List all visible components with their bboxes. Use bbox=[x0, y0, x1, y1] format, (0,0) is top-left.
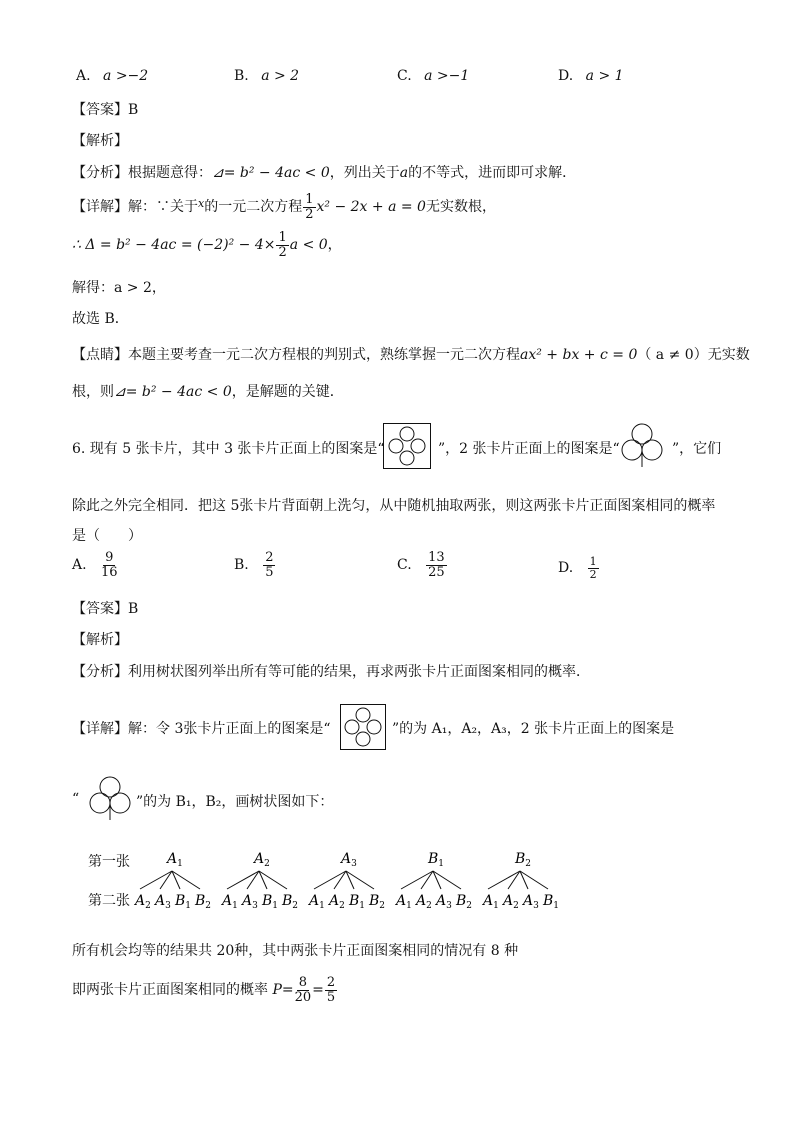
prob-var: P= bbox=[272, 982, 294, 998]
option-letter: C. bbox=[397, 557, 412, 574]
fenxi-text: 的不等式，进而即可求解． bbox=[408, 165, 577, 181]
option-fraction bbox=[426, 551, 447, 579]
xiangjie-tag: 【详解】 bbox=[72, 721, 128, 737]
fenxi-tag: 【分析】 bbox=[72, 664, 128, 680]
frac-den: 16 bbox=[101, 564, 118, 580]
q6-option-d bbox=[558, 556, 600, 580]
tree-leaf-a3: $A_3$ bbox=[436, 893, 452, 911]
option-math: a >−1 bbox=[424, 68, 470, 84]
frac-den: 2 bbox=[278, 244, 287, 260]
dianjing-math: ax² + bx + c = 0 bbox=[520, 347, 638, 363]
xiangjie-text: 解：∵关于 bbox=[128, 199, 198, 215]
dianjing-text: 本题主要考查一元二次方程根的判别式，熟练掌握一元二次方程 bbox=[128, 347, 520, 363]
trefoil-icon bbox=[88, 775, 132, 821]
answer-value: B bbox=[128, 601, 139, 617]
var-a: a bbox=[399, 165, 409, 181]
q5-option-b bbox=[234, 68, 299, 84]
q6-stem-part3: ”，它们 bbox=[672, 441, 722, 457]
tree-branch bbox=[334, 871, 346, 889]
tree-leaf-a2: $A_2$ bbox=[329, 893, 345, 911]
q6-option-c bbox=[397, 551, 448, 579]
frac-den: 20 bbox=[294, 989, 312, 1005]
fenxi-text: 根据题意得： bbox=[128, 165, 212, 181]
dianjing-paren: （ a ≠ 0） bbox=[637, 347, 708, 363]
frac-den: 5 bbox=[326, 989, 336, 1005]
tree-row2-label: 第二张 bbox=[88, 893, 130, 909]
q6-stem-part2: ”，2 张卡片正面上的图案是“ bbox=[438, 441, 620, 457]
calc-punct: ， bbox=[327, 237, 342, 254]
answer-value: B bbox=[128, 102, 139, 118]
option-letter: C. bbox=[397, 68, 412, 84]
tree-branch bbox=[488, 871, 520, 889]
option-math: a >−2 bbox=[103, 68, 149, 84]
tree-root-b2: $B_2$ bbox=[515, 851, 532, 869]
prob-text: 即两张卡片正面图案相同的概率 bbox=[72, 982, 268, 998]
frac-num: 2 bbox=[265, 550, 274, 565]
xiangjie-text: 无实数根， bbox=[425, 199, 496, 215]
frac-num: 1 bbox=[589, 555, 597, 568]
tree-branch bbox=[140, 871, 172, 889]
fraction-half bbox=[303, 193, 315, 221]
tree-leaf-b1: $B_1$ bbox=[175, 893, 192, 911]
tree-root-b1: $B_1$ bbox=[428, 851, 445, 869]
dianjing-text: 根，则 bbox=[72, 384, 114, 400]
q6-result-line: 所有机会均等的结果共 20种，其中两张卡片正面图案相同的情况有 8 种 bbox=[72, 943, 519, 959]
option-fraction bbox=[263, 551, 275, 579]
answer-tag: 【答案】 bbox=[72, 102, 128, 118]
tree-leaf-b1: $B_1$ bbox=[262, 893, 279, 911]
frac-num: 1 bbox=[278, 230, 287, 245]
card-b-pattern-inline bbox=[88, 775, 132, 821]
frac-num: 8 bbox=[298, 974, 308, 990]
frac-den: 2 bbox=[589, 567, 597, 581]
card-a-pattern-inline bbox=[340, 704, 386, 750]
q5-analysis-tag: 【解析】 bbox=[72, 133, 128, 149]
fenxi-tag: 【分析】 bbox=[72, 165, 128, 181]
tree-root-a2: $A_2$ bbox=[254, 851, 270, 869]
q5-xiangjie bbox=[72, 190, 496, 221]
tree-branch bbox=[401, 871, 433, 889]
tree-branch bbox=[314, 871, 346, 889]
q5-option-a bbox=[76, 68, 148, 84]
four-circles-icon bbox=[341, 705, 385, 749]
q6-analysis-tag: 【解析】 bbox=[72, 632, 128, 648]
q5-choose-line: 故选 B． bbox=[72, 311, 129, 327]
tree-leaf-a3: $A_3$ bbox=[242, 893, 258, 911]
tree-leaf-b1: $B_1$ bbox=[543, 893, 560, 911]
tree-row1-label: 第一张 bbox=[88, 854, 130, 870]
xiangjie-text: 解：令 3张卡片正面上的图案是“ bbox=[128, 721, 331, 737]
calc-math: ∴ Δ = b² − 4ac = (−2)² − 4× bbox=[72, 237, 276, 254]
tree-branch bbox=[227, 871, 259, 889]
tree-branch bbox=[247, 871, 259, 889]
four-circles-icon bbox=[384, 424, 430, 468]
q6-option-b bbox=[234, 551, 276, 579]
option-letter: A. bbox=[76, 68, 91, 84]
q6-fenxi bbox=[72, 661, 590, 681]
tree-leaf-b1: $B_1$ bbox=[349, 893, 366, 911]
fraction-half bbox=[276, 231, 288, 259]
q5-option-c bbox=[397, 68, 469, 84]
discriminant-math: ⊿= b² − 4ac < 0 bbox=[212, 165, 330, 181]
fenxi-text: 利用树状图列举出所有等可能的结果，再求两张卡片正面图案相同的概率． bbox=[128, 664, 590, 680]
trefoil-icon bbox=[620, 422, 664, 468]
q5-answer bbox=[72, 99, 138, 119]
tree-leaf-a1: $A_1$ bbox=[483, 893, 499, 911]
xiangjie-tag: 【详解】 bbox=[72, 199, 128, 215]
tree-leaf-a1: $A_1$ bbox=[309, 893, 325, 911]
frac-den: 5 bbox=[265, 564, 274, 580]
tree-leaf-b2: $B_2$ bbox=[369, 893, 386, 911]
tree-leaf-a2: $A_2$ bbox=[416, 893, 432, 911]
tree-root-a3: $A_3$ bbox=[341, 851, 357, 869]
tree-branch bbox=[421, 871, 433, 889]
frac-den: 2 bbox=[305, 206, 314, 222]
q6-xiangjie-part2: ”的为 A₁，A₂，A₃，2 张卡片正面上的图案是 bbox=[392, 721, 675, 737]
q6-xiangjie-part1 bbox=[72, 718, 331, 738]
equation-tail: x² − 2x + a = 0 bbox=[316, 199, 426, 215]
tree-diagram bbox=[130, 845, 580, 925]
option-letter: A. bbox=[72, 557, 87, 574]
frac-num: 2 bbox=[326, 974, 336, 990]
option-letter: D. bbox=[558, 68, 574, 84]
dianjing-math: ⊿= b² − 4ac < 0 bbox=[114, 384, 232, 400]
tree-leaf-a1: $A_1$ bbox=[396, 893, 412, 911]
q5-fenxi bbox=[72, 162, 576, 182]
q6-stem-line2: 除此之外完全相同．把这 5张卡片背面朝上洗匀，从中随机抽取两张，则这两张卡片正面图案相同的概率 bbox=[72, 498, 716, 514]
frac-num: 13 bbox=[428, 550, 445, 565]
q5-option-d bbox=[558, 68, 624, 84]
option-math: a > 1 bbox=[585, 68, 624, 84]
q5-dianjing-line1 bbox=[72, 344, 750, 364]
option-fraction bbox=[588, 556, 599, 580]
dianjing-tag: 【点睛】 bbox=[72, 347, 128, 363]
option-math: a > 2 bbox=[261, 68, 300, 84]
answer-tag: 【答案】 bbox=[72, 601, 128, 617]
q6-option-a bbox=[72, 551, 119, 579]
card-a-pattern bbox=[383, 423, 431, 469]
frac-den: 25 bbox=[428, 564, 445, 580]
q5-dianjing-line2 bbox=[72, 381, 344, 401]
q6-stem-line3: 是（ ） bbox=[72, 528, 142, 544]
dianjing-text: 无实数 bbox=[707, 347, 750, 363]
fenxi-text: ，列出关于 bbox=[329, 165, 400, 181]
option-letter: B. bbox=[234, 68, 249, 84]
xiangjie-text: 的一元二次方程 bbox=[204, 199, 303, 215]
q6-xiangjie-part3: “ bbox=[72, 791, 80, 807]
q5-solve-line: 解得：a > 2， bbox=[72, 280, 166, 296]
tree-leaf-b2: $B_2$ bbox=[195, 893, 212, 911]
tree-leaf-a1: $A_1$ bbox=[222, 893, 238, 911]
q6-xiangjie-part4: ”的为 B₁，B₂，画树状图如下： bbox=[136, 794, 334, 810]
prob-equals: = bbox=[312, 982, 324, 998]
dianjing-text: ，是解题的关键． bbox=[231, 384, 344, 400]
q6-answer bbox=[72, 598, 138, 618]
prob-fraction-1 bbox=[295, 976, 312, 1004]
tree-root-a1: $A_1$ bbox=[167, 851, 183, 869]
tree-leaf-a3: $A_3$ bbox=[523, 893, 539, 911]
frac-num: 9 bbox=[105, 550, 114, 565]
option-letter: B. bbox=[234, 557, 249, 574]
tree-branch bbox=[508, 871, 520, 889]
prob-fraction-2 bbox=[325, 976, 337, 1004]
tree-leaf-a3: $A_3$ bbox=[155, 893, 171, 911]
tree-leaf-a2: $A_2$ bbox=[135, 893, 151, 911]
card-b-pattern bbox=[620, 422, 664, 468]
var-x: x bbox=[198, 197, 205, 210]
tree-leaf-a2: $A_2$ bbox=[503, 893, 519, 911]
tree-branch bbox=[160, 871, 172, 889]
option-fraction bbox=[101, 551, 118, 579]
frac-num: 1 bbox=[305, 191, 314, 207]
option-letter: D. bbox=[558, 560, 574, 577]
tree-leaf-b2: $B_2$ bbox=[282, 893, 299, 911]
q5-calc-line bbox=[72, 231, 342, 259]
tree-leaf-b2: $B_2$ bbox=[456, 893, 473, 911]
q6-stem-part1: 6. 现有 5 张卡片，其中 3 张卡片正面上的图案是“ bbox=[72, 441, 385, 457]
q6-probability-line bbox=[72, 975, 338, 1005]
calc-math: a < 0 bbox=[289, 237, 328, 254]
